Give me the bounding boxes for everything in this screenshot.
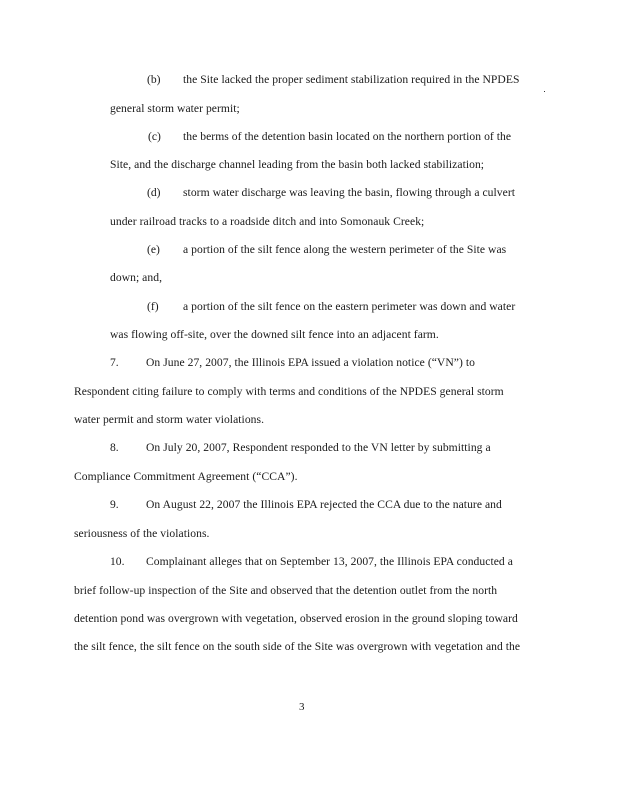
paragraph-7-line-1: On June 27, 2007, the Illinois EPA issued a violation notice (“VN”) to <box>146 356 475 369</box>
item-label-c: (c) <box>148 130 161 143</box>
item-b-line-2: general storm water permit; <box>110 102 240 115</box>
item-label-f: (f) <box>147 300 159 313</box>
item-label-e: (e) <box>147 243 160 256</box>
paragraph-7-line-2: Respondent citing failure to comply with terms and conditions of the NPDES general storm <box>74 385 504 398</box>
item-b-line-1: the Site lacked the proper sediment stabilization required in the NPDES <box>183 73 520 86</box>
item-f-line-1: a portion of the silt fence on the eastern perimeter was down and water <box>183 300 516 313</box>
item-e-line-1: a portion of the silt fence along the western perimeter of the Site was <box>183 243 507 256</box>
scan-speck <box>544 91 545 92</box>
item-c-line-2: Site, and the discharge channel leading from the basin both lacked stabilization; <box>110 158 485 171</box>
item-f-line-2: was flowing off-site, over the downed silt fence into an adjacent farm. <box>110 328 439 341</box>
paragraph-7-line-3: water permit and storm water violations. <box>74 413 265 426</box>
item-e-line-2: down; and, <box>110 271 163 284</box>
paragraph-number-9: 9. <box>110 498 119 511</box>
paragraph-10-line-4: the silt fence, the silt fence on the south side of the Site was overgrown with vegetation and the <box>74 640 521 653</box>
paragraph-9-line-1: On August 22, 2007 the Illinois EPA rejected the CCA due to the nature and <box>146 498 502 511</box>
paragraph-10-line-2: brief follow-up inspection of the Site and observed that the detention outlet from the north <box>74 584 498 597</box>
paragraph-number-8: 8. <box>110 441 119 454</box>
item-label-d: (d) <box>147 186 161 199</box>
item-c-line-1: the berms of the detention basin located on the northern portion of the <box>183 130 512 143</box>
paragraph-10-line-1: Complainant alleges that on September 13, 2007, the Illinois EPA conducted a <box>146 555 513 568</box>
paragraph-8-line-2: Compliance Commitment Agreement (“CCA”). <box>74 470 298 483</box>
paragraph-8-line-1: On July 20, 2007, Respondent responded to the VN letter by submitting a <box>146 441 491 454</box>
paragraph-number-7: 7. <box>110 356 119 369</box>
item-d-line-1: storm water discharge was leaving the basin, flowing through a culvert <box>183 186 516 199</box>
paragraph-9-line-2: seriousness of the violations. <box>74 527 210 540</box>
item-d-line-2: under railroad tracks to a roadside ditch and into Somonauk Creek; <box>110 215 425 228</box>
paragraph-number-10: 10. <box>110 555 125 568</box>
paragraph-10-line-3: detention pond was overgrown with vegetation, observed erosion in the ground sloping toward <box>74 612 518 625</box>
item-label-b: (b) <box>147 73 161 86</box>
page-number: 3 <box>299 701 305 713</box>
